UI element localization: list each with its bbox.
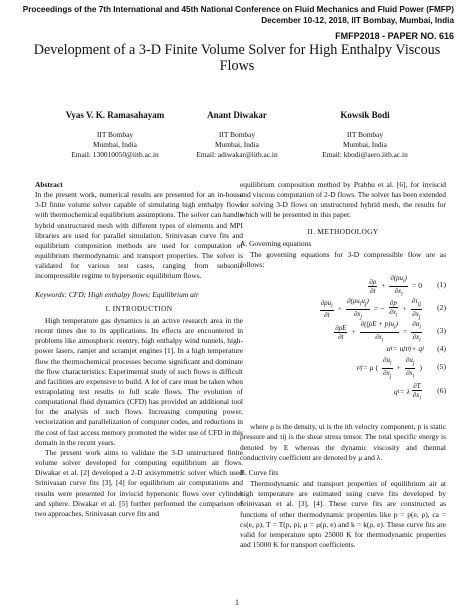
equation-stress: τ ij = μ ( $\frac{\partial u_i}{\partial x_j}$ + $\frac{\partial u_j}{\partial x_i}$ ) (5) [356, 356, 446, 380]
equation-description: where ρ is the density, ui is the ith velocity component, p is static pressure and τij is the shear stress tensor. The total specific energy is denoted by E whereas the dynamic viscosity and thermal conductivity coefficient are denoted by μ and λ. [240, 422, 446, 462]
keywords: Keywords: CFD; High enthalpy flows; Equilibrium air [35, 289, 199, 299]
governing-equations-intro: The governing equations for 3-D compressible flow are as follows: [240, 249, 446, 270]
introduction-paragraph-2: The present work aims to validate the 3-D unstructured finite volume solver developed for computing equilibrium air flows. Diwakar et al. [2] developed a 2-D axisymmetric solver which used Srinivasan curve fits [3], [4] for equilibrium air computations and results were presented for inviscid hypersonic flows over cylinder and sphere. Diwakar et al. [5] further performed the comparison of two approaches, Srinivasan curve fits and [35, 447, 243, 518]
author-city: Mumbai, India [215, 140, 259, 149]
equation-alpha: α i = u j τ ij + q i (4) [386, 344, 446, 354]
author-affiliation: IIT Bombay [218, 130, 256, 139]
abstract-text: In the present work, numerical results are presented for an in-house 3-D finite volume solver capable of simulating high enthalpy flows with thermochemical equilibrium assumptions. The solver can handle hybrid unstructured mesh with different types of elements and MPI libraries are used for parallel simulation. Srinivasan curve fits and equilibrium composition methods are used for computation of equilibrium thermodynamic and transport properties. The solver is validated for various test cases, ranging from subsonic incompressible regime to hypersonic equilibrium flows. [35, 190, 243, 281]
header-line-1: Proceedings of the 7th International and 45th National Conference on Fluid Mechanics and Fluid Power (FMFP) [22, 5, 454, 14]
author-3 [290, 110, 440, 160]
curve-fits-heading: B. Curve fits [240, 467, 279, 477]
header-line-2: December 10-12, 2018, IIT Bombay, Mumbai, India [261, 15, 454, 25]
introduction-paragraph-1: High temperature gas dynamics is an active research area in the recent times due to its applications. Its effects are encountered in problems like atmospheric reentry, high enthalpy wind tunnels, high-power lasers, ramjet and scramjet engines [1]. In a high temperature flow the thermochemical processes become significant and dominate the flow characteristics. Experimental study of such flows is difficult and facilities are expensive to build. A lot of care must be taken when extrapolating test results to full scale flows. The evolution of computational fluid dynamics (CFD) has provided an additional tool for the analysis of such flows. Increasing computing power, vectorization and parallelization of computer codes, and reductions in the cost of fast access memory promoted the wider use of CFD in this domain in the recent years. [35, 315, 243, 447]
author-name: Anant Diwakar [207, 110, 267, 120]
equation-number: (2) [437, 303, 446, 313]
abstract-heading: Abstract [35, 180, 63, 189]
equation-number: (6) [437, 386, 446, 396]
right-column [240, 180, 446, 550]
equation-continuity: $\frac{\partial\rho}{\partial t}$ + $\frac{\partial(\rho u_i)}{\partial x_i}$ = 0 (1) [369, 274, 446, 298]
author-city: Mumbai, India [93, 140, 137, 149]
paper-title: Development of a 3-D Finite Volume Solver for High Enthalpy Viscous Flows [33, 42, 441, 74]
author-name: Vyas V. K. Ramasahayam [65, 110, 165, 120]
equation-momentum: $\frac{\partial\rho u_i}{\partial t}$ + $\frac{\partial(\rho u_iu_j)}{\partial x_j}$ = − $\frac{\partial p}{\partial x_i}$ + $\frac{\partial\tau_{ij}}{\partial x_j}$ (2) [320, 297, 446, 321]
proceedings-header [23, 5, 454, 26]
equation-number: (4) [437, 344, 446, 354]
author-affiliation: IIT Bombay [96, 130, 134, 139]
equation-heat-flux: q i = λ $\frac{\partial T}{\partial x_i}$ (6) [393, 382, 446, 402]
equation-block [240, 276, 446, 418]
equation-number: (3) [437, 326, 446, 336]
equation-energy: $\frac{\partial\rho E}{\partial t}$ + $\frac{\partial((\rho E + p)u_i)}{\partial x_i}$ = $\frac{\partial\alpha_i}{\partial x_i}$ (3) [335, 320, 446, 344]
equation-number: (1) [437, 280, 446, 290]
author-email: Email: adiwakar@iitb.ac.in [196, 150, 278, 159]
governing-equations-heading: A. Governing equations [240, 238, 312, 248]
page-number: 1 [235, 598, 239, 607]
author-city: Mumbai, India [343, 140, 387, 149]
introduction-heading: I. INTRODUCTION [105, 303, 173, 313]
paper-number: FMFP2018 - PAPER NO. 616 [335, 31, 454, 41]
equation-number: (5) [437, 362, 446, 372]
curve-fits-text: Thermodynamic and transport properties of equilibrium air at high temperature are estimated using curve fits developed by Srinivasan et al. [3], [4]. These curve fits are constructed as functions of other thermodynamic properties like p = p(e, ρ), ca = cs(e, ρ), T = T(p, ρ), μ = μ(ρ, e) and k = k(ρ, e). These curve fits are valid for temperature upto 25000 K for thermodynamic properties and 15000 K for transport coefficients. [240, 479, 446, 549]
introduction-paragraph-3: equilibrium composition method by Prabhu et al. [6], for inviscid and viscous computation of 2-D flows. The solver has been extended for solving 3-D flows on unstructured hybrid mesh, the results for which will be presented in this paper. [240, 180, 446, 220]
author-email: Email: 130010050@iitb.ac.in [71, 150, 159, 159]
methodology-heading: II. METHODOLOGY [307, 226, 379, 236]
author-email: Email: kbodi@aero.iitb.ac.in [322, 150, 408, 159]
author-affiliation: IIT Bombay [346, 130, 384, 139]
author-name: Kowsik Bodi [340, 110, 390, 120]
left-column [35, 180, 243, 519]
